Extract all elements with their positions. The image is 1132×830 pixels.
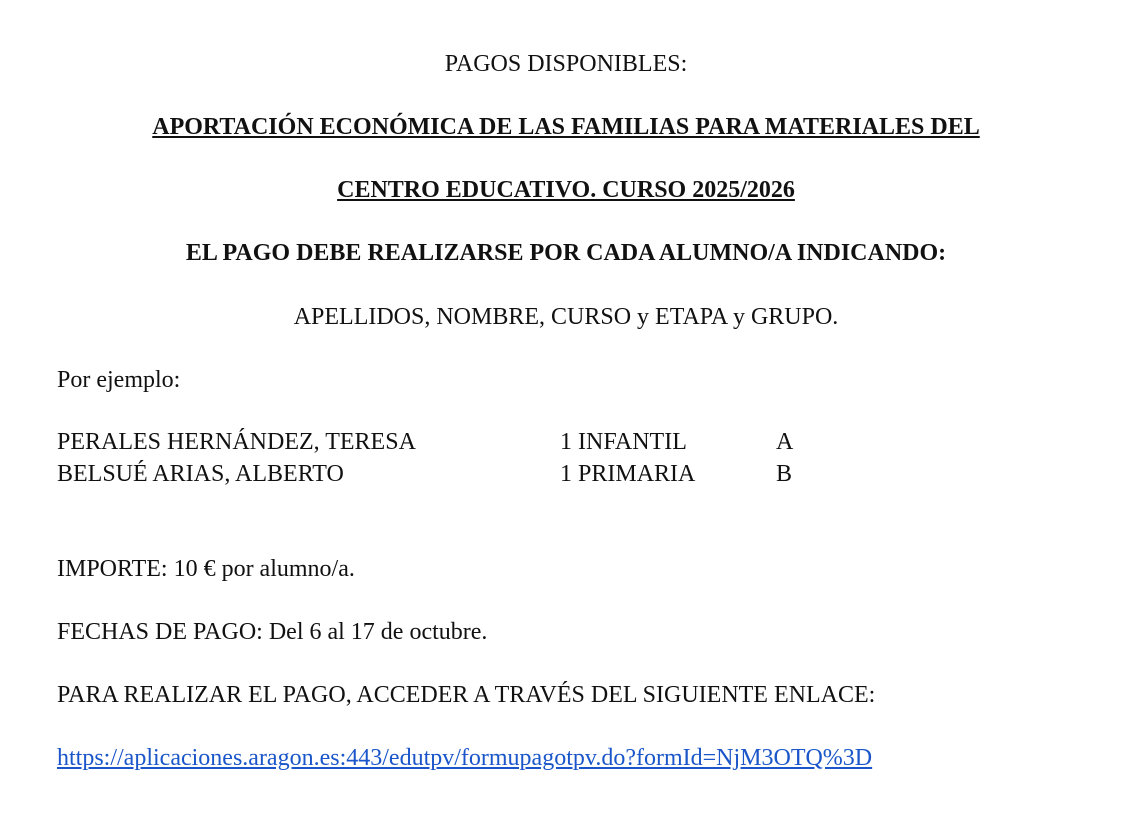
page-title: PAGOS DISPONIBLES:: [444, 51, 688, 77]
payment-instruction: EL PAGO DEBE REALIZARSE POR CADA ALUMNO/A INDICANDO:: [185, 240, 947, 266]
student-group: B: [776, 461, 793, 487]
student-course: 1 INFANTIL: [560, 429, 687, 455]
main-heading-line-1: APORTACIÓN ECONÓMICA DE LAS FAMILIAS PARA MATERIALES DEL: [152, 114, 980, 140]
student-course: 1 PRIMARIA: [560, 461, 696, 487]
access-instruction: PARA REALIZAR EL PAGO, ACCEDER A TRAVÉS DEL SIGUIENTE ENLACE:: [57, 682, 876, 708]
payment-amount: IMPORTE: 10 € por alumno/a.: [57, 556, 355, 582]
main-heading-line-2: CENTRO EDUCATIVO. CURSO 2025/2026: [337, 177, 795, 203]
payment-dates: FECHAS DE PAGO: Del 6 al 17 de octubre.: [57, 619, 488, 645]
example-intro: Por ejemplo:: [57, 367, 181, 393]
student-group: A: [776, 429, 794, 455]
student-name: PERALES HERNÁNDEZ, TERESA: [57, 429, 416, 455]
required-fields: APELLIDOS, NOMBRE, CURSO y ETAPA y GRUPO.: [293, 304, 839, 330]
student-name: BELSUÉ ARIAS, ALBERTO: [57, 461, 344, 487]
payment-link[interactable]: https://aplicaciones.aragon.es:443/edutpv/formupagotpv.do?formId=NjM3OTQ%3D: [57, 745, 873, 771]
